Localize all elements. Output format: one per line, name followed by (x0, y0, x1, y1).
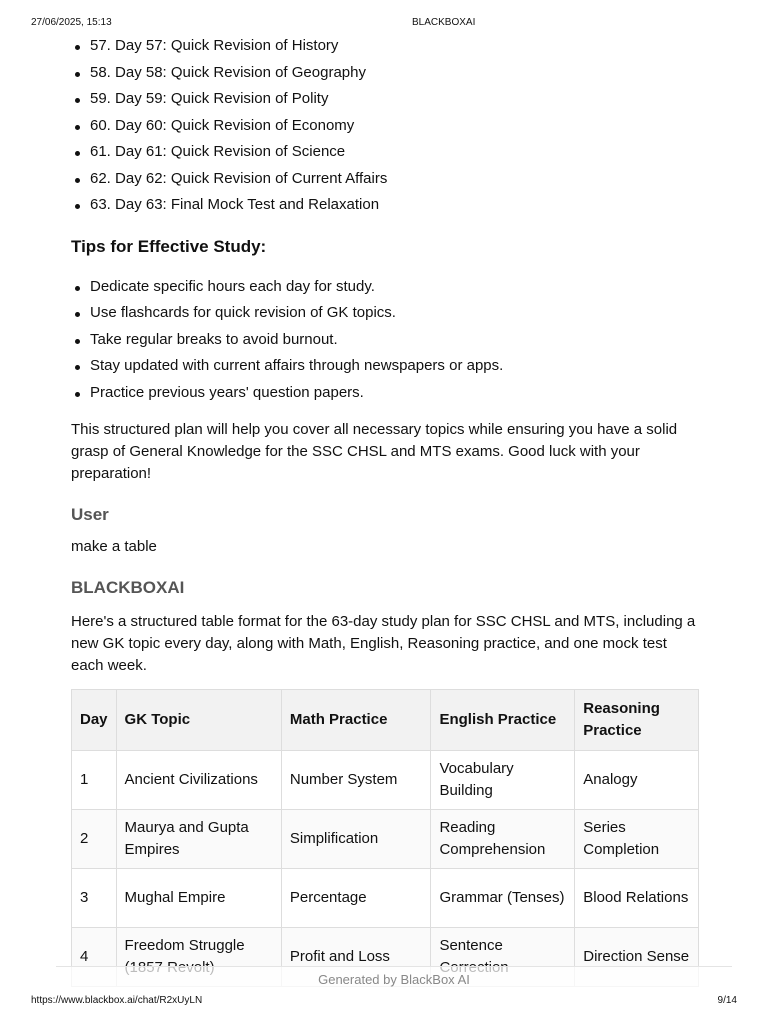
table-cell: Reading Comprehension (431, 810, 575, 869)
table-cell: Ancient Civilizations (116, 751, 281, 810)
list-item: 61. Day 61: Quick Revision of Science (71, 139, 699, 166)
table-cell: Freedom Struggle (116, 928, 281, 987)
list-item: Practice previous years' question papers. (71, 380, 699, 407)
page-number: 9/14 (717, 995, 737, 1006)
table-cell: Sentence (431, 928, 575, 987)
table-cell: Number System (281, 751, 431, 810)
user-speaker-label: User (71, 505, 109, 524)
column-header-day: Day (72, 690, 117, 751)
table-cell: Blood Relations (575, 869, 699, 928)
table-cell: Percentage (281, 869, 431, 928)
list-item: 60. Day 60: Quick Revision of Economy (71, 113, 699, 140)
table-cell: Grammar (Tenses) (431, 869, 575, 928)
list-item: Use flashcards for quick revision of GK topics. (71, 300, 699, 327)
tips-list (71, 274, 699, 407)
list-item: 58. Day 58: Quick Revision of Geography (71, 60, 699, 87)
list-item: 62. Day 62: Quick Revision of Current Affairs (71, 166, 699, 193)
table-header-row (72, 690, 699, 751)
table-cell: Maurya and Gupta Empires (116, 810, 281, 869)
tips-heading: Tips for Effective Study: (71, 236, 267, 256)
chat-content (71, 33, 699, 677)
table-row (72, 810, 699, 869)
list-item: Take regular breaks to avoid burnout. (71, 327, 699, 354)
table-cell: 1 (72, 751, 117, 810)
study-plan-list (71, 33, 699, 219)
column-header-gk-topic: GK Topic (116, 690, 281, 751)
table-cell: Series Completion (575, 810, 699, 869)
column-header-english-practice: English Practice (431, 690, 575, 751)
table-cell: Mughal Empire (116, 869, 281, 928)
table-cell: 4 (72, 928, 117, 987)
table-cell: 2 (72, 810, 117, 869)
column-header-reasoning-practice: Reasoning Practice (575, 690, 699, 751)
print-title: BLACKBOXAI (412, 17, 476, 28)
table-row (72, 869, 699, 928)
list-item: 57. Day 57: Quick Revision of History (71, 33, 699, 60)
table-cell: Analogy (575, 751, 699, 810)
assistant-intro-paragraph: Here's a structured table format for the 63-day study plan for SSC CHSL and MTS, including a new GK topic every day, along with Math, English, Reasoning practice, and one mock test each week. (71, 613, 696, 674)
table-cell: Simplification (281, 810, 431, 869)
generated-by-footer: Generated by BlackBox AI (56, 966, 732, 989)
list-item: 63. Day 63: Final Mock Test and Relaxation (71, 192, 699, 219)
table-cell: Profit and Loss (281, 928, 431, 987)
table-row (72, 751, 699, 810)
list-item: 59. Day 59: Quick Revision of Polity (71, 86, 699, 113)
study-plan-table (71, 689, 699, 987)
list-item: Dedicate specific hours each day for study. (71, 274, 699, 301)
table-cell: Vocabulary Building (431, 751, 575, 810)
conclusion-paragraph: This structured plan will help you cover all necessary topics while ensuring you have a solid grasp of General Knowledge for the SSC CHSL and MTS exams. Good luck with your preparation! (71, 421, 678, 482)
page-url: https://www.blackbox.ai/chat/R2xUyLN (31, 995, 203, 1006)
table-cell: Direction Sense (575, 928, 699, 987)
table-cell: 3 (72, 869, 117, 928)
user-message-text: make a table (71, 538, 157, 555)
column-header-math-practice: Math Practice (281, 690, 431, 751)
print-datetime: 27/06/2025, 15:13 (31, 17, 112, 28)
list-item: Stay updated with current affairs through newspapers or apps. (71, 353, 699, 380)
assistant-speaker-label: BLACKBOXAI (71, 578, 185, 597)
